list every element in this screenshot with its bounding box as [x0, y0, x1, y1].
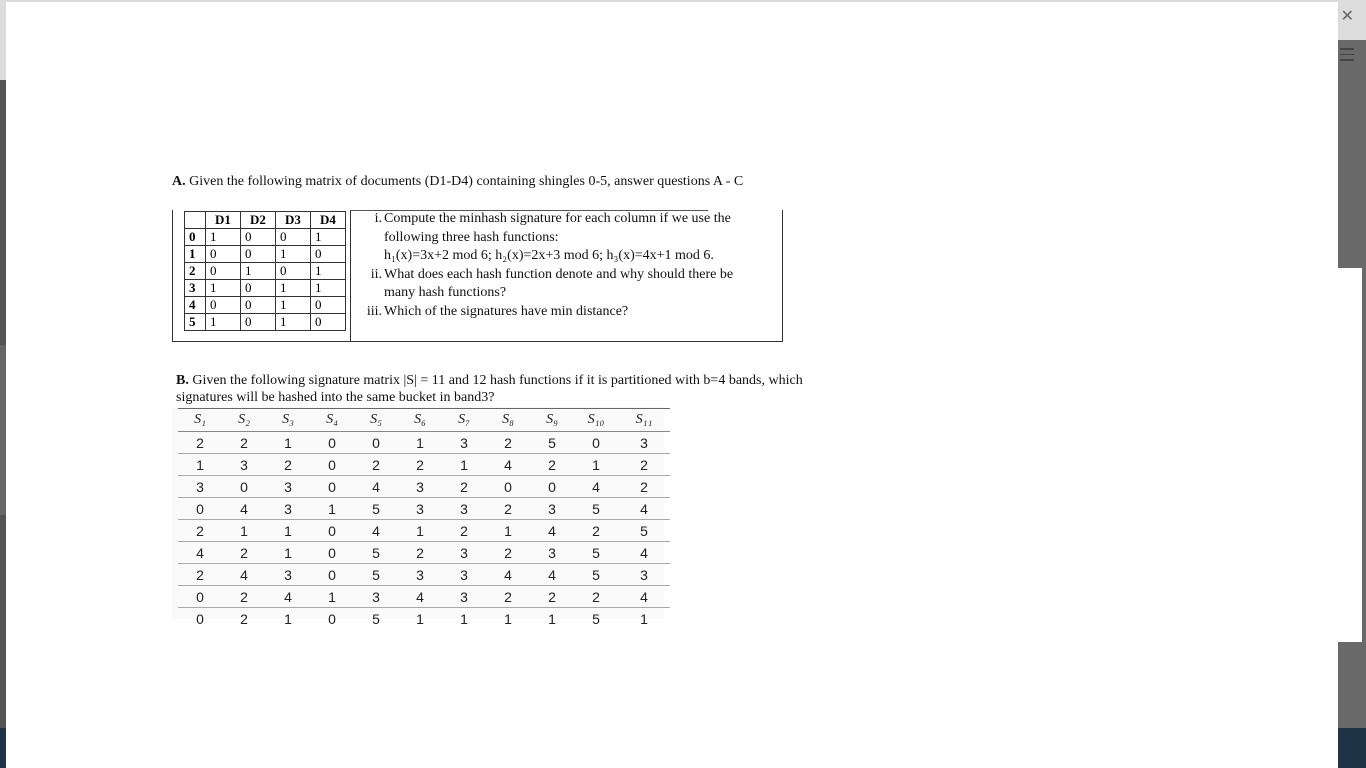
signature-cell: 4 — [574, 476, 618, 498]
background-right-panel — [1338, 268, 1362, 642]
matrix-row — [185, 297, 346, 314]
section-b-label: B. — [176, 373, 189, 388]
question-line — [356, 266, 778, 285]
matrix-cell: 0 — [311, 246, 346, 263]
signature-cell: 0 — [486, 476, 530, 498]
signature-cell: 5 — [372, 610, 380, 627]
signature-cell: 4 — [266, 586, 310, 608]
signature-cell: 4 — [222, 498, 266, 520]
signature-header-cell: S₈ — [486, 409, 530, 432]
signature-cell: 2 — [240, 610, 248, 627]
signature-cell: 5 — [574, 542, 618, 564]
question-number: ii. — [370, 266, 382, 282]
signature-cell: 3 — [354, 586, 398, 608]
signature-cell: 0 — [328, 610, 336, 627]
signature-cell: 1 — [266, 520, 310, 542]
signature-cell: 4 — [354, 520, 398, 542]
signature-cell: 2 — [574, 520, 618, 542]
question-text: many hash functions? — [384, 285, 507, 300]
signature-header-cell: S₄ — [310, 409, 354, 432]
signature-cell: 0 — [310, 564, 354, 586]
signature-cell: 0 — [178, 586, 222, 608]
signature-cell: 2 — [574, 586, 618, 608]
question-text: following three hash functions: — [384, 229, 559, 245]
signature-header-cell: S₁₀ — [574, 409, 618, 432]
signature-cell: 2 — [354, 454, 398, 476]
signature-header-cell: S₅ — [354, 409, 398, 432]
matrix-cell: 1 — [276, 314, 311, 331]
section-a-text: Given the following matrix of documents (D1-D4) containing shingles 0-5, answer questions A - C — [185, 174, 744, 189]
signature-cell: 4 — [530, 520, 574, 542]
matrix-cell: 0 — [241, 246, 276, 263]
matrix-cell: 0 — [206, 246, 241, 263]
signature-cell: 1 — [266, 432, 310, 454]
signature-cell: 1 — [310, 498, 354, 520]
signature-cell: 1 — [266, 542, 310, 564]
matrix-row-label: 5 — [185, 314, 206, 331]
signature-cell: 2 — [398, 454, 442, 476]
question-number — [356, 247, 384, 266]
signature-row — [178, 542, 670, 564]
matrix-cell: 0 — [311, 297, 346, 314]
signature-cell: 1 — [398, 432, 442, 454]
signature-cell: 5 — [354, 564, 398, 586]
matrix-cell: 0 — [276, 229, 311, 246]
matrix-row — [185, 314, 346, 331]
signature-cell: 2 — [442, 476, 486, 498]
signature-cell: 2 — [618, 476, 670, 498]
matrix-row-label: 4 — [185, 297, 206, 314]
matrix-cell: 1 — [206, 229, 241, 246]
matrix-row-label: 3 — [185, 280, 206, 297]
question-text: h₁(x)=3x+2 mod 6; h₂(x)=2x+3 mod 6; h₃(x)=4x+1 mod 6. — [384, 248, 714, 263]
signature-cell: 2 — [222, 432, 266, 454]
section-a-label: A. — [172, 174, 186, 189]
matrix-row — [185, 229, 346, 246]
signature-cell: 1 — [574, 454, 618, 476]
matrix-row-label: 0 — [185, 229, 206, 246]
signature-cell: 1 — [310, 586, 354, 608]
signature-cell: 4 — [486, 564, 530, 586]
matrix-header-cell: D1 — [206, 212, 241, 229]
matrix-header-cell: D2 — [241, 212, 276, 229]
signature-header-cell: S₉ — [530, 409, 574, 432]
signature-row — [178, 608, 670, 630]
section-b-text: Given the following signature matrix |S| = 11 and 12 hash functions if it is partitioned with b=4 bands, which signatures will be hashed into the same bucket in band3? — [176, 373, 803, 405]
signature-cell: 2 — [178, 432, 222, 454]
signature-cell: 2 — [442, 520, 486, 542]
matrix-cell: 1 — [206, 314, 241, 331]
signature-cell: 1 — [398, 520, 442, 542]
matrix-row-label: 1 — [185, 246, 206, 263]
signature-cell: 2 — [530, 586, 574, 608]
matrix-cell: 1 — [311, 263, 346, 280]
question-list — [356, 210, 778, 321]
signature-row — [178, 520, 670, 542]
signature-cell: 3 — [222, 454, 266, 476]
signature-cell: 5 — [574, 498, 618, 520]
signature-cell: 3 — [442, 564, 486, 586]
signature-cell: 2 — [486, 542, 530, 564]
matrix-header-cell — [185, 212, 206, 229]
signature-cell: 3 — [398, 498, 442, 520]
signature-cell: 5 — [530, 432, 574, 454]
signature-cell: 3 — [398, 564, 442, 586]
signature-cell: 1 — [222, 520, 266, 542]
matrix-cell: 0 — [206, 263, 241, 280]
matrix-row-label: 2 — [185, 263, 206, 280]
signature-header-cell: S₆ — [398, 409, 442, 432]
signature-cell: 3 — [178, 476, 222, 498]
signature-cell: 1 — [178, 454, 222, 476]
signature-row — [178, 432, 670, 454]
signature-cell: 4 — [178, 542, 222, 564]
signature-cell: 2 — [486, 586, 530, 608]
signature-cell: 3 — [398, 476, 442, 498]
matrix-header-cell: D4 — [311, 212, 346, 229]
signature-cell: 3 — [442, 498, 486, 520]
question-line — [356, 247, 778, 266]
signature-cell: 0 — [530, 476, 574, 498]
signature-cell: 5 — [618, 520, 670, 542]
matrix-cell: 0 — [241, 280, 276, 297]
signature-header-cell: S₁ — [178, 409, 222, 432]
matrix-cell: 1 — [276, 297, 311, 314]
signature-row — [178, 476, 670, 498]
signature-cell: 2 — [178, 564, 222, 586]
signature-cell: 4 — [354, 476, 398, 498]
signature-cell: 4 — [530, 564, 574, 586]
signature-cell: 5 — [592, 610, 600, 627]
signature-cell: 3 — [442, 432, 486, 454]
matrix-header-cell: D3 — [276, 212, 311, 229]
signature-cell: 4 — [486, 454, 530, 476]
signature-cell: 3 — [442, 542, 486, 564]
signature-cell: 0 — [310, 476, 354, 498]
signature-cell: 2 — [530, 454, 574, 476]
signature-cell: 1 — [416, 610, 424, 627]
signature-cell: 5 — [574, 564, 618, 586]
signature-cell: 0 — [222, 476, 266, 498]
signature-cell: 0 — [310, 542, 354, 564]
question-number — [356, 284, 384, 303]
matrix-cell: 0 — [311, 314, 346, 331]
signature-matrix — [178, 408, 670, 629]
question-line — [356, 303, 778, 322]
signature-cell: 2 — [266, 454, 310, 476]
matrix-cell: 0 — [241, 297, 276, 314]
signature-cell: 0 — [196, 610, 204, 627]
question-number: i. — [374, 211, 382, 226]
signature-cell: 2 — [222, 542, 266, 564]
signature-cell: 1 — [460, 610, 468, 627]
signature-cell: 0 — [574, 432, 618, 454]
signature-cell: 5 — [354, 498, 398, 520]
signature-cell: 4 — [618, 586, 670, 608]
question-line — [356, 210, 778, 229]
question-number: iii. — [366, 303, 382, 319]
signature-row — [178, 564, 670, 586]
matrix-cell: 0 — [206, 297, 241, 314]
signature-cell: 1 — [548, 610, 556, 627]
matrix-cell: 1 — [206, 280, 241, 297]
signature-cell: 0 — [310, 432, 354, 454]
matrix-row — [185, 280, 346, 297]
signature-cell: 3 — [618, 432, 670, 454]
question-text: Which of the signatures have min distance? — [384, 303, 629, 319]
signature-cell: 3 — [266, 476, 310, 498]
matrix-cell: 1 — [311, 280, 346, 297]
signature-header-cell: S₃ — [266, 409, 310, 432]
signature-header-cell: S₂ — [222, 409, 266, 432]
signature-cell: 2 — [618, 454, 670, 476]
signature-cell: 2 — [486, 432, 530, 454]
signature-row — [178, 586, 670, 608]
signature-cell: 1 — [640, 610, 648, 627]
matrix-cell: 1 — [276, 246, 311, 263]
signature-cell: 1 — [442, 454, 486, 476]
signature-cell: 4 — [222, 564, 266, 586]
matrix-row — [185, 246, 346, 263]
matrix-row — [185, 263, 346, 280]
signature-cell: 2 — [178, 520, 222, 542]
question-text: Compute the minhash signature for each column if we use the — [384, 211, 731, 226]
matrix-cell: 0 — [241, 229, 276, 246]
signature-row — [178, 498, 670, 520]
matrix-cell: 1 — [241, 263, 276, 280]
signature-cell: 4 — [398, 586, 442, 608]
matrix-cell: 0 — [241, 314, 276, 331]
section-a-divider — [350, 211, 351, 341]
signature-cell: 2 — [222, 586, 266, 608]
section-a-heading — [172, 173, 812, 190]
signature-header-cell: S₁₁ — [618, 409, 670, 432]
signature-header-cell: S₇ — [442, 409, 486, 432]
close-icon[interactable]: ✕ — [1340, 6, 1354, 25]
signature-cell: 5 — [354, 542, 398, 564]
question-number — [356, 229, 384, 248]
signature-row — [178, 454, 670, 476]
signature-cell: 3 — [266, 564, 310, 586]
question-line — [356, 229, 778, 248]
question-line — [356, 284, 778, 303]
document-matrix — [184, 211, 346, 331]
matrix-cell: 1 — [311, 229, 346, 246]
signature-cell: 1 — [504, 610, 512, 627]
section-b-heading — [176, 372, 816, 406]
signature-cell: 0 — [178, 498, 222, 520]
menu-icon[interactable] — [1340, 48, 1354, 62]
signature-cell: 3 — [530, 498, 574, 520]
signature-cell: 3 — [442, 586, 486, 608]
signature-cell: 0 — [310, 454, 354, 476]
signature-cell: 3 — [530, 542, 574, 564]
signature-cell: 2 — [486, 498, 530, 520]
signature-cell: 3 — [618, 564, 670, 586]
matrix-cell: 1 — [276, 280, 311, 297]
signature-cell: 0 — [354, 432, 398, 454]
signature-cell: 2 — [398, 542, 442, 564]
signature-cell: 3 — [266, 498, 310, 520]
signature-cell: 4 — [618, 498, 670, 520]
signature-cell: 0 — [310, 520, 354, 542]
matrix-cell: 0 — [276, 263, 311, 280]
question-text: What does each hash function denote and why should there be — [384, 266, 734, 282]
signature-cell: 4 — [618, 542, 670, 564]
signature-cell: 1 — [486, 520, 530, 542]
signature-cell: 1 — [284, 610, 292, 627]
